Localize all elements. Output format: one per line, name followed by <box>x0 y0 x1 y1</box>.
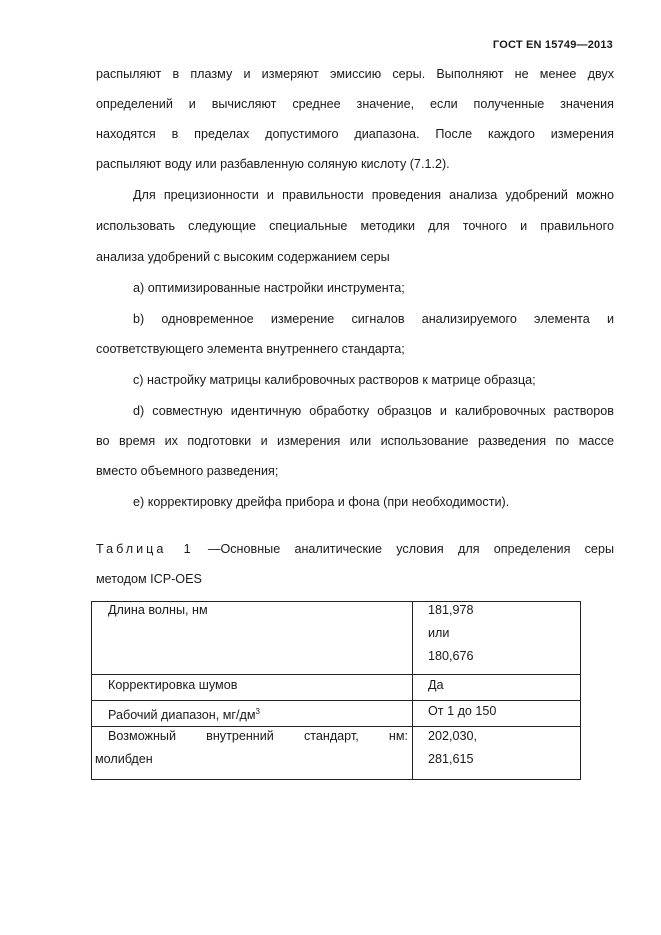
value-line: 180,676 <box>428 649 474 663</box>
param-noise-correction: Корректировка шумов <box>108 678 238 692</box>
list-item-b: b) одновременное измерение сигналов анализируемого элемента и <box>133 312 614 326</box>
param-working-range-text: Рабочий диапазон, мг/дм <box>108 708 256 723</box>
document-code-header: ГОСТ EN 15749—2013 <box>492 39 613 51</box>
table-cell-value <box>413 675 581 701</box>
param-wavelength: Длина волны, нм <box>108 603 208 617</box>
table-cell-value <box>413 602 581 675</box>
table-caption-label: Таблица 1 <box>96 542 194 556</box>
value-line: 281,615 <box>428 752 474 766</box>
table-row <box>92 701 581 727</box>
table-cell-param <box>92 675 413 701</box>
paragraph-line: Для прецизионности и правильности проведения анализа удобрений можно <box>133 188 614 202</box>
table-cell-param <box>92 602 413 675</box>
value-line: Да <box>428 678 444 692</box>
param-internal-standard: Возможный внутренний стандарт, нм: <box>108 729 408 743</box>
list-item-d-continued: во время их подготовки и измерения или использование разведения по массе <box>96 434 614 448</box>
table-caption <box>96 542 614 557</box>
paragraph-line: распыляют в плазму и измеряют эмиссию серы. Выполняют не менее двух <box>96 67 614 81</box>
param-working-range <box>108 704 260 723</box>
paragraph-line: находятся в пределах допустимого диапазона. После каждого измерения <box>96 127 614 141</box>
value-line: 181,978 <box>428 603 474 617</box>
list-item-c: c) настройку матрицы калибровочных растворов к матрице образца; <box>133 373 536 387</box>
table-cell-param <box>92 701 413 727</box>
list-item-e: e) корректировку дрейфа прибора и фона (при необходимости). <box>133 495 510 509</box>
table-caption-line2: методом ICP-OES <box>96 572 202 586</box>
conditions-table <box>91 601 581 780</box>
value-line: 202,030, <box>428 729 478 743</box>
value-line: или <box>428 626 450 640</box>
table-row <box>92 727 581 780</box>
list-item-d-continued: вместо объемного разведения; <box>96 464 279 478</box>
superscript: 3 <box>255 707 260 716</box>
value-line: От 1 до 150 <box>428 704 497 718</box>
table-cell-value <box>413 727 581 780</box>
table-row <box>92 602 581 675</box>
paragraph-line: анализа удобрений с высоким содержанием серы <box>96 250 390 264</box>
table-cell-param <box>92 727 413 780</box>
table-cell-value <box>413 701 581 727</box>
paragraph-line: определений и вычисляют среднее значение, если полученные значения <box>96 97 614 111</box>
table-caption-text: —Основные аналитические условия для определения серы <box>207 542 614 556</box>
paragraph-line: распыляют воду или разбавленную соляную кислоту (7.1.2). <box>96 157 450 171</box>
param-internal-standard-continued: молибден <box>95 752 153 766</box>
list-item-a: a) оптимизированные настройки инструмента; <box>133 281 405 295</box>
list-item-b-continued: соответствующего элемента внутреннего стандарта; <box>96 342 405 356</box>
table-row <box>92 675 581 701</box>
paragraph-line: использовать следующие специальные методики для точного и правильного <box>96 219 614 233</box>
list-item-d: d) совместную идентичную обработку образцов и калибровочных растворов <box>133 404 614 418</box>
